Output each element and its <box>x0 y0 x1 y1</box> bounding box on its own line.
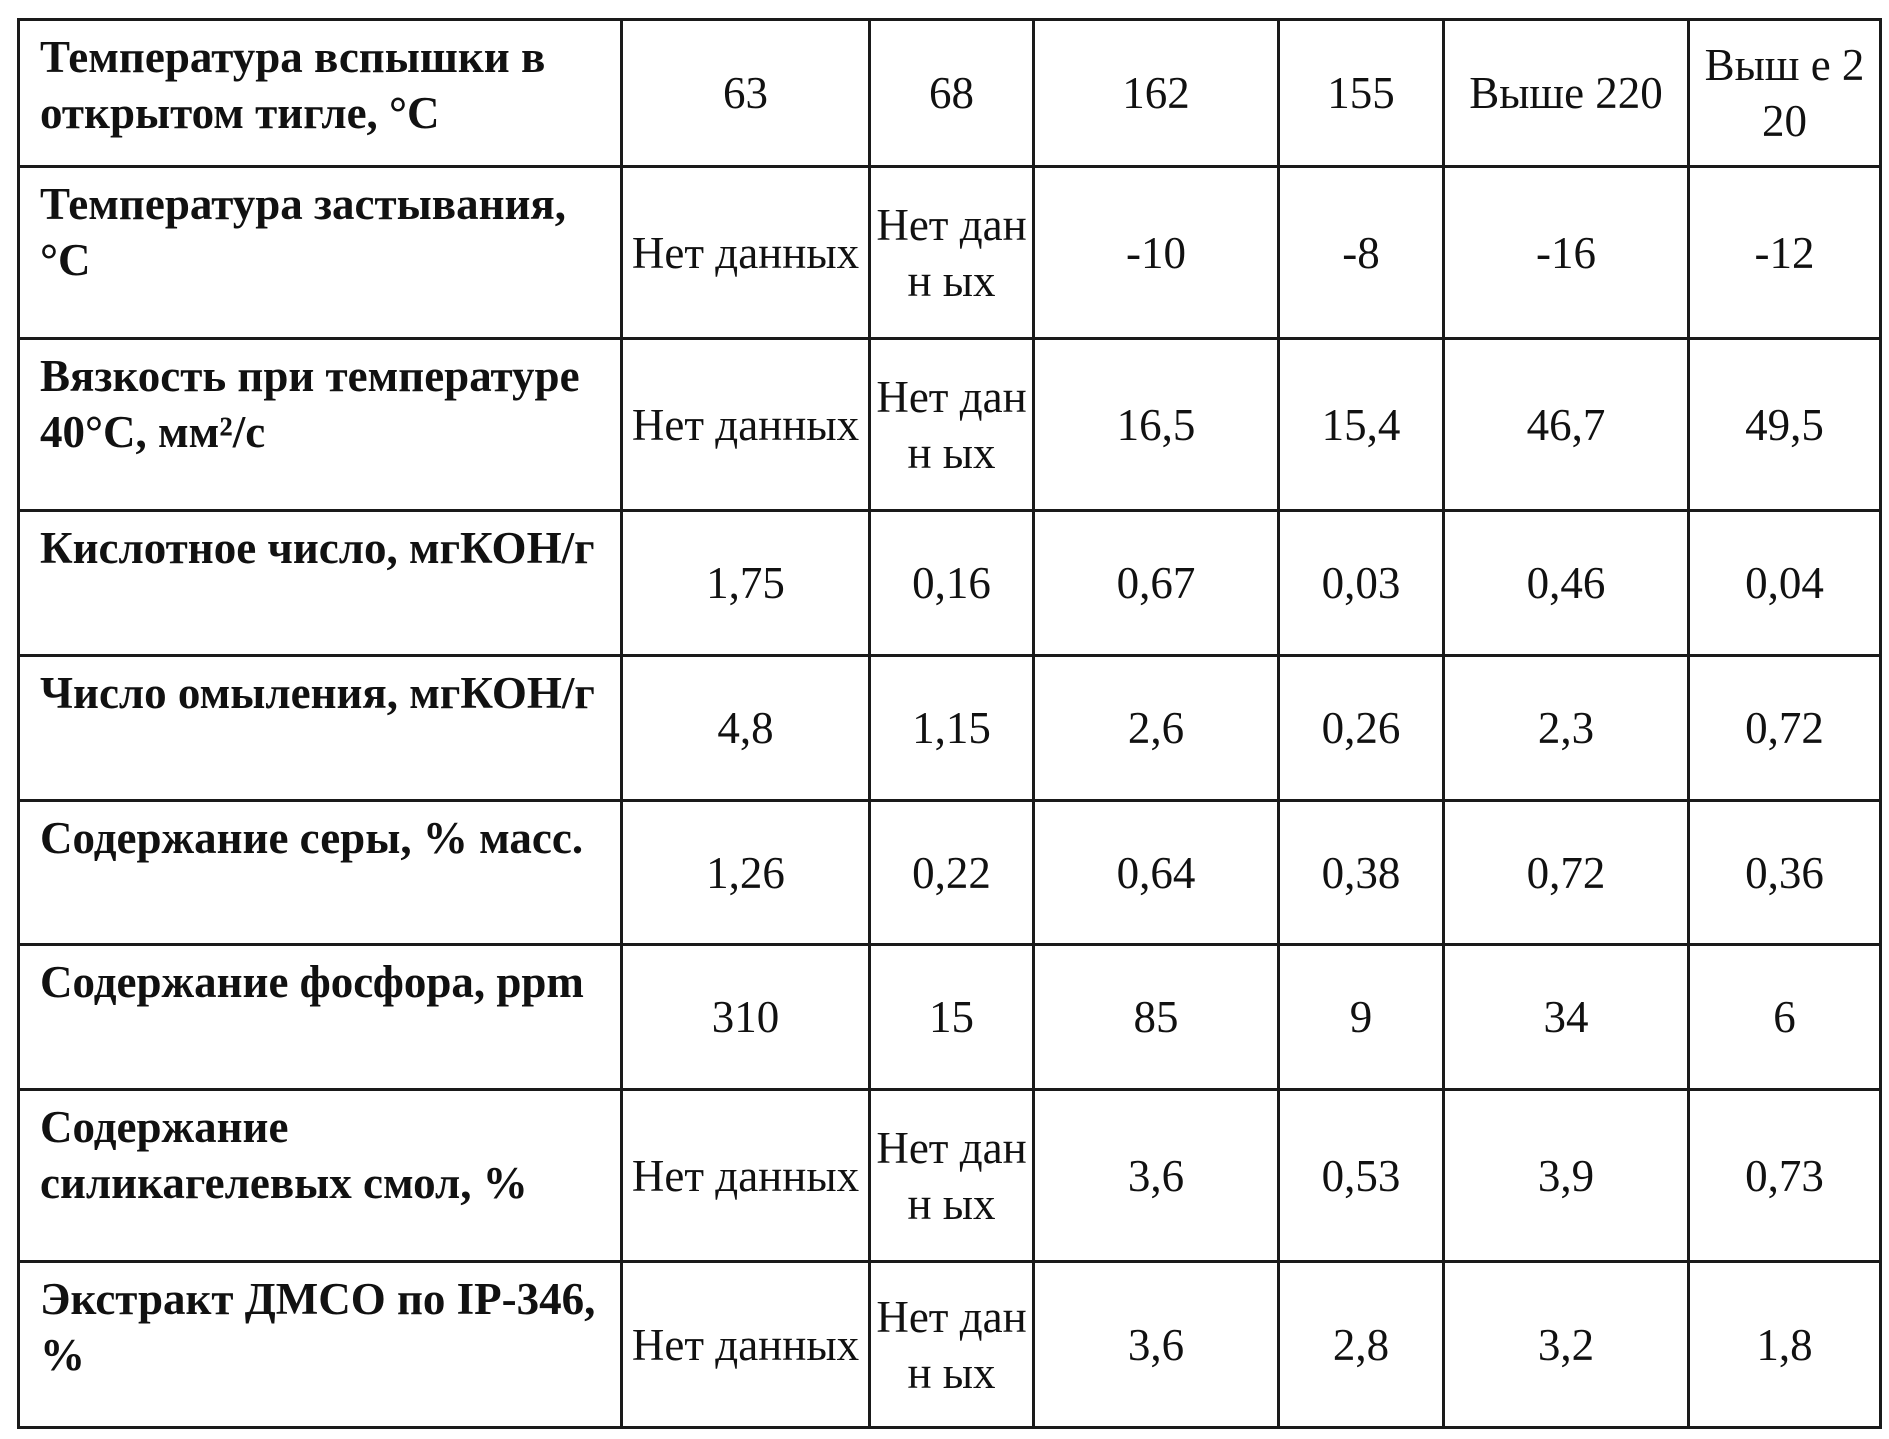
cell-value: Нет данн ых <box>870 1262 1034 1428</box>
cell-value: -12 <box>1689 167 1881 339</box>
cell-value: Нет данн ых <box>870 339 1034 511</box>
table-row <box>19 1262 1881 1428</box>
cell-value: 0,67 <box>1034 511 1279 656</box>
properties-table <box>17 18 1882 1429</box>
cell-value: 0,16 <box>870 511 1034 656</box>
cell-value: 2,6 <box>1034 656 1279 801</box>
cell-value: Нет данных <box>622 339 870 511</box>
cell-value: 0,36 <box>1689 801 1881 945</box>
cell-value: Нет данных <box>622 167 870 339</box>
cell-value: 0,04 <box>1689 511 1881 656</box>
cell-value: Выш е 220 <box>1689 20 1881 167</box>
cell-value: Нет данных <box>622 1262 870 1428</box>
cell-value: 0,22 <box>870 801 1034 945</box>
row-label: Температура застывания, °C <box>19 167 622 339</box>
table-row <box>19 801 1881 945</box>
cell-value: Выше 220 <box>1444 20 1689 167</box>
cell-value: 155 <box>1279 20 1444 167</box>
table-row <box>19 1090 1881 1262</box>
cell-value: 4,8 <box>622 656 870 801</box>
row-label: Вязкость при температуре 40°C, мм²/с <box>19 339 622 511</box>
cell-value: 0,72 <box>1689 656 1881 801</box>
cell-value: 3,9 <box>1444 1090 1689 1262</box>
cell-value: 162 <box>1034 20 1279 167</box>
row-label: Температура вспышки в открытом тигле, °C <box>19 20 622 167</box>
table-row <box>19 656 1881 801</box>
cell-value: 1,75 <box>622 511 870 656</box>
cell-value: 0,72 <box>1444 801 1689 945</box>
cell-value: 16,5 <box>1034 339 1279 511</box>
row-label: Содержание силикагелевых смол, % <box>19 1090 622 1262</box>
cell-value: 0,46 <box>1444 511 1689 656</box>
cell-value: 34 <box>1444 945 1689 1090</box>
cell-value: 0,73 <box>1689 1090 1881 1262</box>
cell-value: 3,2 <box>1444 1262 1689 1428</box>
cell-value: 2,8 <box>1279 1262 1444 1428</box>
cell-value: 310 <box>622 945 870 1090</box>
cell-value: 3,6 <box>1034 1090 1279 1262</box>
cell-value: 0,26 <box>1279 656 1444 801</box>
cell-value: 3,6 <box>1034 1262 1279 1428</box>
cell-value: 46,7 <box>1444 339 1689 511</box>
cell-value: 6 <box>1689 945 1881 1090</box>
cell-value: Нет данн ых <box>870 1090 1034 1262</box>
cell-value: 1,8 <box>1689 1262 1881 1428</box>
row-label: Содержание серы, % масс. <box>19 801 622 945</box>
cell-value: -8 <box>1279 167 1444 339</box>
table-row <box>19 339 1881 511</box>
row-label: Содержание фосфора, ppm <box>19 945 622 1090</box>
cell-value: Нет данн ых <box>870 167 1034 339</box>
cell-value: 49,5 <box>1689 339 1881 511</box>
table-row <box>19 511 1881 656</box>
cell-value: 9 <box>1279 945 1444 1090</box>
cell-value: 0,53 <box>1279 1090 1444 1262</box>
row-label: Кислотное число, мгКОН/г <box>19 511 622 656</box>
cell-value: 0,38 <box>1279 801 1444 945</box>
cell-value: 2,3 <box>1444 656 1689 801</box>
cell-value: -16 <box>1444 167 1689 339</box>
cell-value: -10 <box>1034 167 1279 339</box>
row-label: Экстракт ДМСО по IP-346, % <box>19 1262 622 1428</box>
table-row <box>19 945 1881 1090</box>
table-row <box>19 167 1881 339</box>
cell-value: 68 <box>870 20 1034 167</box>
cell-value: 63 <box>622 20 870 167</box>
cell-value: 1,15 <box>870 656 1034 801</box>
cell-value: 85 <box>1034 945 1279 1090</box>
cell-value: 15 <box>870 945 1034 1090</box>
cell-value: 0,03 <box>1279 511 1444 656</box>
document-page <box>17 18 1879 1426</box>
table-row <box>19 20 1881 167</box>
cell-value: Нет данных <box>622 1090 870 1262</box>
cell-value: 15,4 <box>1279 339 1444 511</box>
cell-value: 0,64 <box>1034 801 1279 945</box>
row-label: Число омыления, мгКОН/г <box>19 656 622 801</box>
cell-value: 1,26 <box>622 801 870 945</box>
